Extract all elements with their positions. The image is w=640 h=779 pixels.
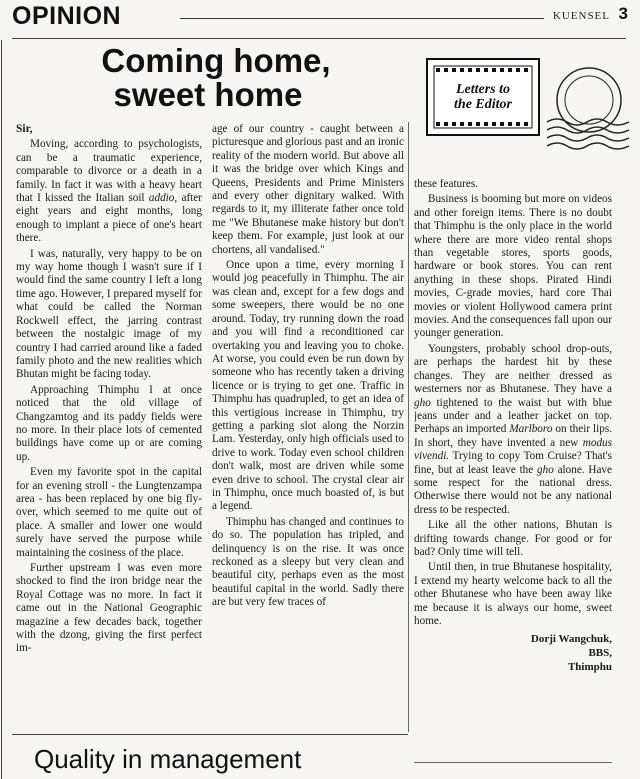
article-column-1: [16, 123, 202, 730]
letters-stamp: [424, 56, 542, 138]
paragraph: Even my favorite spot in the capital for an evening stroll - the Lungtenzampa area - has been replaced by one big fly-over, which seemed to me quite out of place. A smaller and lower one would surely have served the purpose while maintaining the cosiness of the place.: [16, 466, 202, 559]
paragraph: age of our country - caught between a picturesque and glorious past and an ironic reality of the modern world. But above all it was the bridge over which Kings and Queens, Presidents and Prime Ministers and every other dignitary walked. With regards to it, my illiterate father once told me "We Bhutanese make history but don't keep them. For example, just look at our chortens, all vandalised.": [212, 123, 404, 256]
stamp-line-1: Letters to: [455, 82, 511, 97]
newspaper-name: KUENSEL: [552, 10, 610, 22]
page-header: [0, 0, 640, 38]
section-title: OPINION: [12, 2, 122, 30]
column-divider: [408, 122, 409, 732]
paragraph: Approaching Thimphu I at once noticed that the old village of Changzamtog and its paddy fields were no more. In their place lots of cemented buildings have come up or are coming up.: [16, 383, 202, 463]
article-column-2: [212, 123, 404, 730]
signature-name: Dorji Wangchuk,: [530, 633, 612, 646]
signature-rule: [414, 762, 612, 763]
stamp-line-2: the Editor: [454, 97, 512, 112]
article-bottom-rule: [12, 734, 408, 735]
paragraph: Like all the other nations, Bhutan is drifting towards change. For good or for bad? Only time will tell.: [414, 519, 612, 558]
article-column-3: [414, 178, 612, 764]
italic-term: gho: [537, 463, 554, 476]
headline-line-1: Coming home,: [101, 42, 331, 79]
paragraph: Moving, according to psychologists, can be a traumatic experience, comparable to divorce or a death in a family. In fact it was with a heavy heart that I kissed the Italian soil addio, after eight years and eight months, long enough to implant a piece of one's heart there.: [16, 138, 202, 245]
signature-place: Thimphu: [567, 661, 612, 674]
signature-org: BBS,: [588, 647, 612, 660]
paragraph: Youngsters, probably school drop-outs, are perhaps the hardest hit by these changes. They are neither dressed as westerners nor as Bhutanese. They have a gho tightened to the waist but with blue jeans under and a leather jacket on top. Perhaps an imported Marlboro on their lips. In short, they have invented a new modus vivendi. Trying to copy Tom Cruise? That's fine, but at least leave the gho alone. Have some respect for the national dress. Otherwise there would not be any national dress to be respected.: [414, 342, 612, 516]
paragraph: Business is booming but more on videos and other foreign items. There is no doubt that Thimphu is the only place in the world where there are more video rental shops than vegetable stores, sports goods, hardware or book stores. You can rent anything in these shops. Pirated Hindi movies, C-grade movies, hard core Thai movies or violent Hollywood camera print movies. And the consequences fall upon our younger generation.: [414, 193, 612, 340]
paragraph: Further upstream I was even more shocked to find the iron bridge near the Royal Cottage was no more. In fact it came out in the National Geographic magazine a few decades back, together with the dzong, giving the first perfect im-: [16, 562, 202, 655]
paragraph: Thimphu has changed and continues to do so. The population has tripled, and delinquency is on the rise. It was once reckoned as a sleepy but very clean and beautiful city, perhaps even as the most beautiful capital in the world. Sadly there are but very few traces of: [212, 515, 404, 609]
header-rule: [180, 18, 544, 19]
signature-block: [414, 632, 612, 674]
column-2-body: [212, 123, 404, 610]
paragraph: Once upon a time, every morning I would jog peacefully in Thimphu. The air was clean and, except for a few dogs and some sweepers, there would be no one around. Today, try running down the road and you will find a reconditioned car overtaking you and leaving you to choke. At worse, you could even be run down by someone who has recently taken a driving licence or is trying to get one. Traffic in Thimphu has quadrupled, to get an idea of this vertigious increase in Thimphu, try getting a parking slot along the Norzin Lam. Yesterday, only high officials used to drive to work. Today even school children don't walk, most are driven while some even drive to school. The crystal clear air in Thimphu, once much boasted of, is but a legend.: [212, 259, 404, 513]
paragraph: these features.: [414, 178, 478, 190]
article-headline: [12, 44, 404, 112]
paragraph: I was, naturally, very happy to be on my way home though I wasn't sure if I would find the same country I left a long time ago. However, I prepared myself for what could be called the Norman Rockwell effect, the jarring contrast between the nostalgic image of my country I had carried around like a faded family photo and the new realities which Bhutan might be facing today.: [16, 247, 202, 381]
column-1-body: [16, 138, 202, 655]
italic-term: modus vivendi.: [414, 436, 612, 463]
next-article-headline: Quality in management: [34, 744, 302, 774]
page-number: 3: [618, 4, 628, 23]
postmark-icon: [545, 60, 631, 156]
header-divider: [12, 38, 626, 39]
italic-term: gho: [414, 396, 431, 409]
italic-term: addio,: [148, 192, 178, 205]
salutation: Sir,: [16, 123, 33, 135]
italic-term: Marlboro: [509, 423, 553, 436]
paragraph: Until then, in true Bhutanese hospitality, I extend my hearty welcome back to all the other Bhutanese who have been away like me because it is always our home, sweet home.: [414, 561, 612, 627]
left-border: [1, 40, 2, 779]
stamp-label: [438, 82, 528, 112]
headline-line-2: sweet home: [113, 76, 303, 113]
column-3-body: [414, 178, 612, 628]
